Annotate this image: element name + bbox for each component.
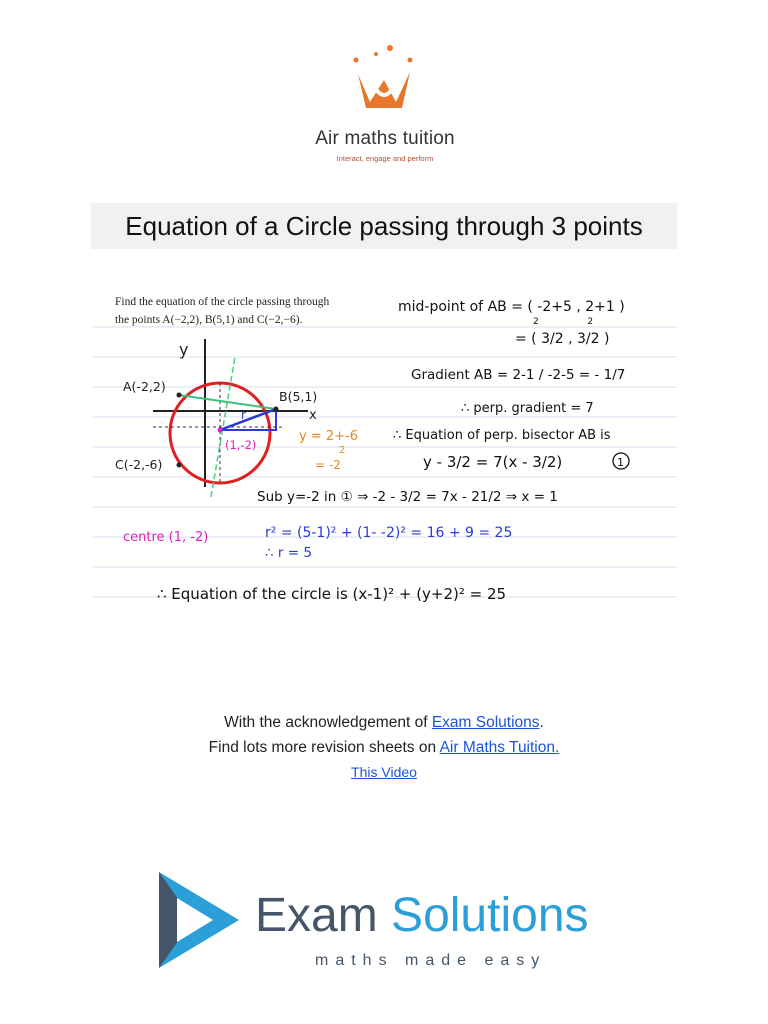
centre-label: centre (1, -2) bbox=[123, 530, 209, 545]
point-b bbox=[274, 407, 279, 412]
bisector-equation: y - 3/2 = 7(x - 3/2) bbox=[423, 453, 563, 471]
x-axis-label: x bbox=[309, 408, 317, 423]
point-a bbox=[177, 393, 182, 398]
exam-solutions-logo bbox=[153, 868, 623, 978]
midpoint-line-1: mid-point of AB = ( -2+5 , 2+1 ) bbox=[398, 299, 625, 315]
sub-line: Sub y=-2 in ① ⇒ -2 - 3/2 = 7x - 21/2 ⇒ x = 1 bbox=[257, 489, 558, 505]
circled-1-label: 1 bbox=[617, 456, 624, 469]
y-eq-line-1: y = 2+-6 bbox=[299, 429, 358, 444]
label-centre-point: (1,-2) bbox=[225, 438, 257, 452]
air-maths-logo bbox=[300, 40, 470, 170]
crown-icon bbox=[344, 40, 424, 115]
label-r: r bbox=[241, 408, 246, 422]
ack-line-2: Find lots more revision sheets on Air Maths Tuition. bbox=[208, 739, 560, 756]
acknowledgement bbox=[0, 710, 768, 785]
air-maths-tuition-link[interactable]: Air Maths Tuition. bbox=[439, 739, 560, 756]
r-value: ∴ r = 5 bbox=[265, 545, 312, 561]
label-a: A(-2,2) bbox=[123, 379, 166, 394]
worked-example-drawing bbox=[93, 287, 677, 624]
final-equation: ∴ Equation of the circle is (x-1)² + (y+2)² = 25 bbox=[157, 585, 507, 603]
page-title: Equation of a Circle passing through 3 points bbox=[125, 211, 643, 241]
y-axis-label: y bbox=[179, 340, 189, 359]
exam-solutions-wordmark: Exam Solutions bbox=[255, 889, 589, 942]
perp-bisector-title: ∴ Equation of perp. bisector AB is bbox=[393, 428, 611, 443]
ack-line-3 bbox=[0, 760, 768, 785]
midpoint-line-2: = ( 3/2 , 3/2 ) bbox=[515, 331, 610, 347]
title-bar bbox=[91, 203, 677, 249]
label-b: B(5,1) bbox=[279, 389, 318, 404]
y-eq-line-2: = -2 bbox=[315, 458, 341, 472]
exam-solutions-link[interactable]: Exam Solutions bbox=[431, 714, 540, 731]
question-line-1: Find the equation of the circle passing through bbox=[115, 296, 330, 308]
perp-gradient: ∴ perp. gradient = 7 bbox=[461, 401, 594, 416]
exam-solutions-tagline: maths made easy bbox=[315, 952, 547, 969]
point-centre bbox=[218, 428, 223, 433]
r-squared: r² = (5-1)² + (1- -2)² = 16 + 9 = 25 bbox=[265, 525, 513, 541]
point-c bbox=[177, 463, 182, 468]
y-eq-denominator: 2 bbox=[339, 445, 346, 456]
gradient-ab: Gradient AB = 2-1 / -2-5 = - 1/7 bbox=[411, 367, 626, 383]
brand-name: Air maths tuition bbox=[315, 128, 455, 149]
this-video-link[interactable]: This Video bbox=[351, 764, 417, 780]
label-c: C(-2,-6) bbox=[115, 457, 163, 472]
midpoint-denominator: 2 2 bbox=[533, 317, 594, 327]
ack-line-1: With the acknowledgement of Exam Solutions. bbox=[224, 714, 544, 731]
worked-example-figure bbox=[93, 287, 677, 624]
play-arrow-icon bbox=[153, 868, 245, 972]
brand-tagline: Interact, engage and perform bbox=[336, 154, 434, 163]
question-line-2: the points A(−2,2), B(5,1) and C(−2,−6). bbox=[115, 314, 303, 326]
